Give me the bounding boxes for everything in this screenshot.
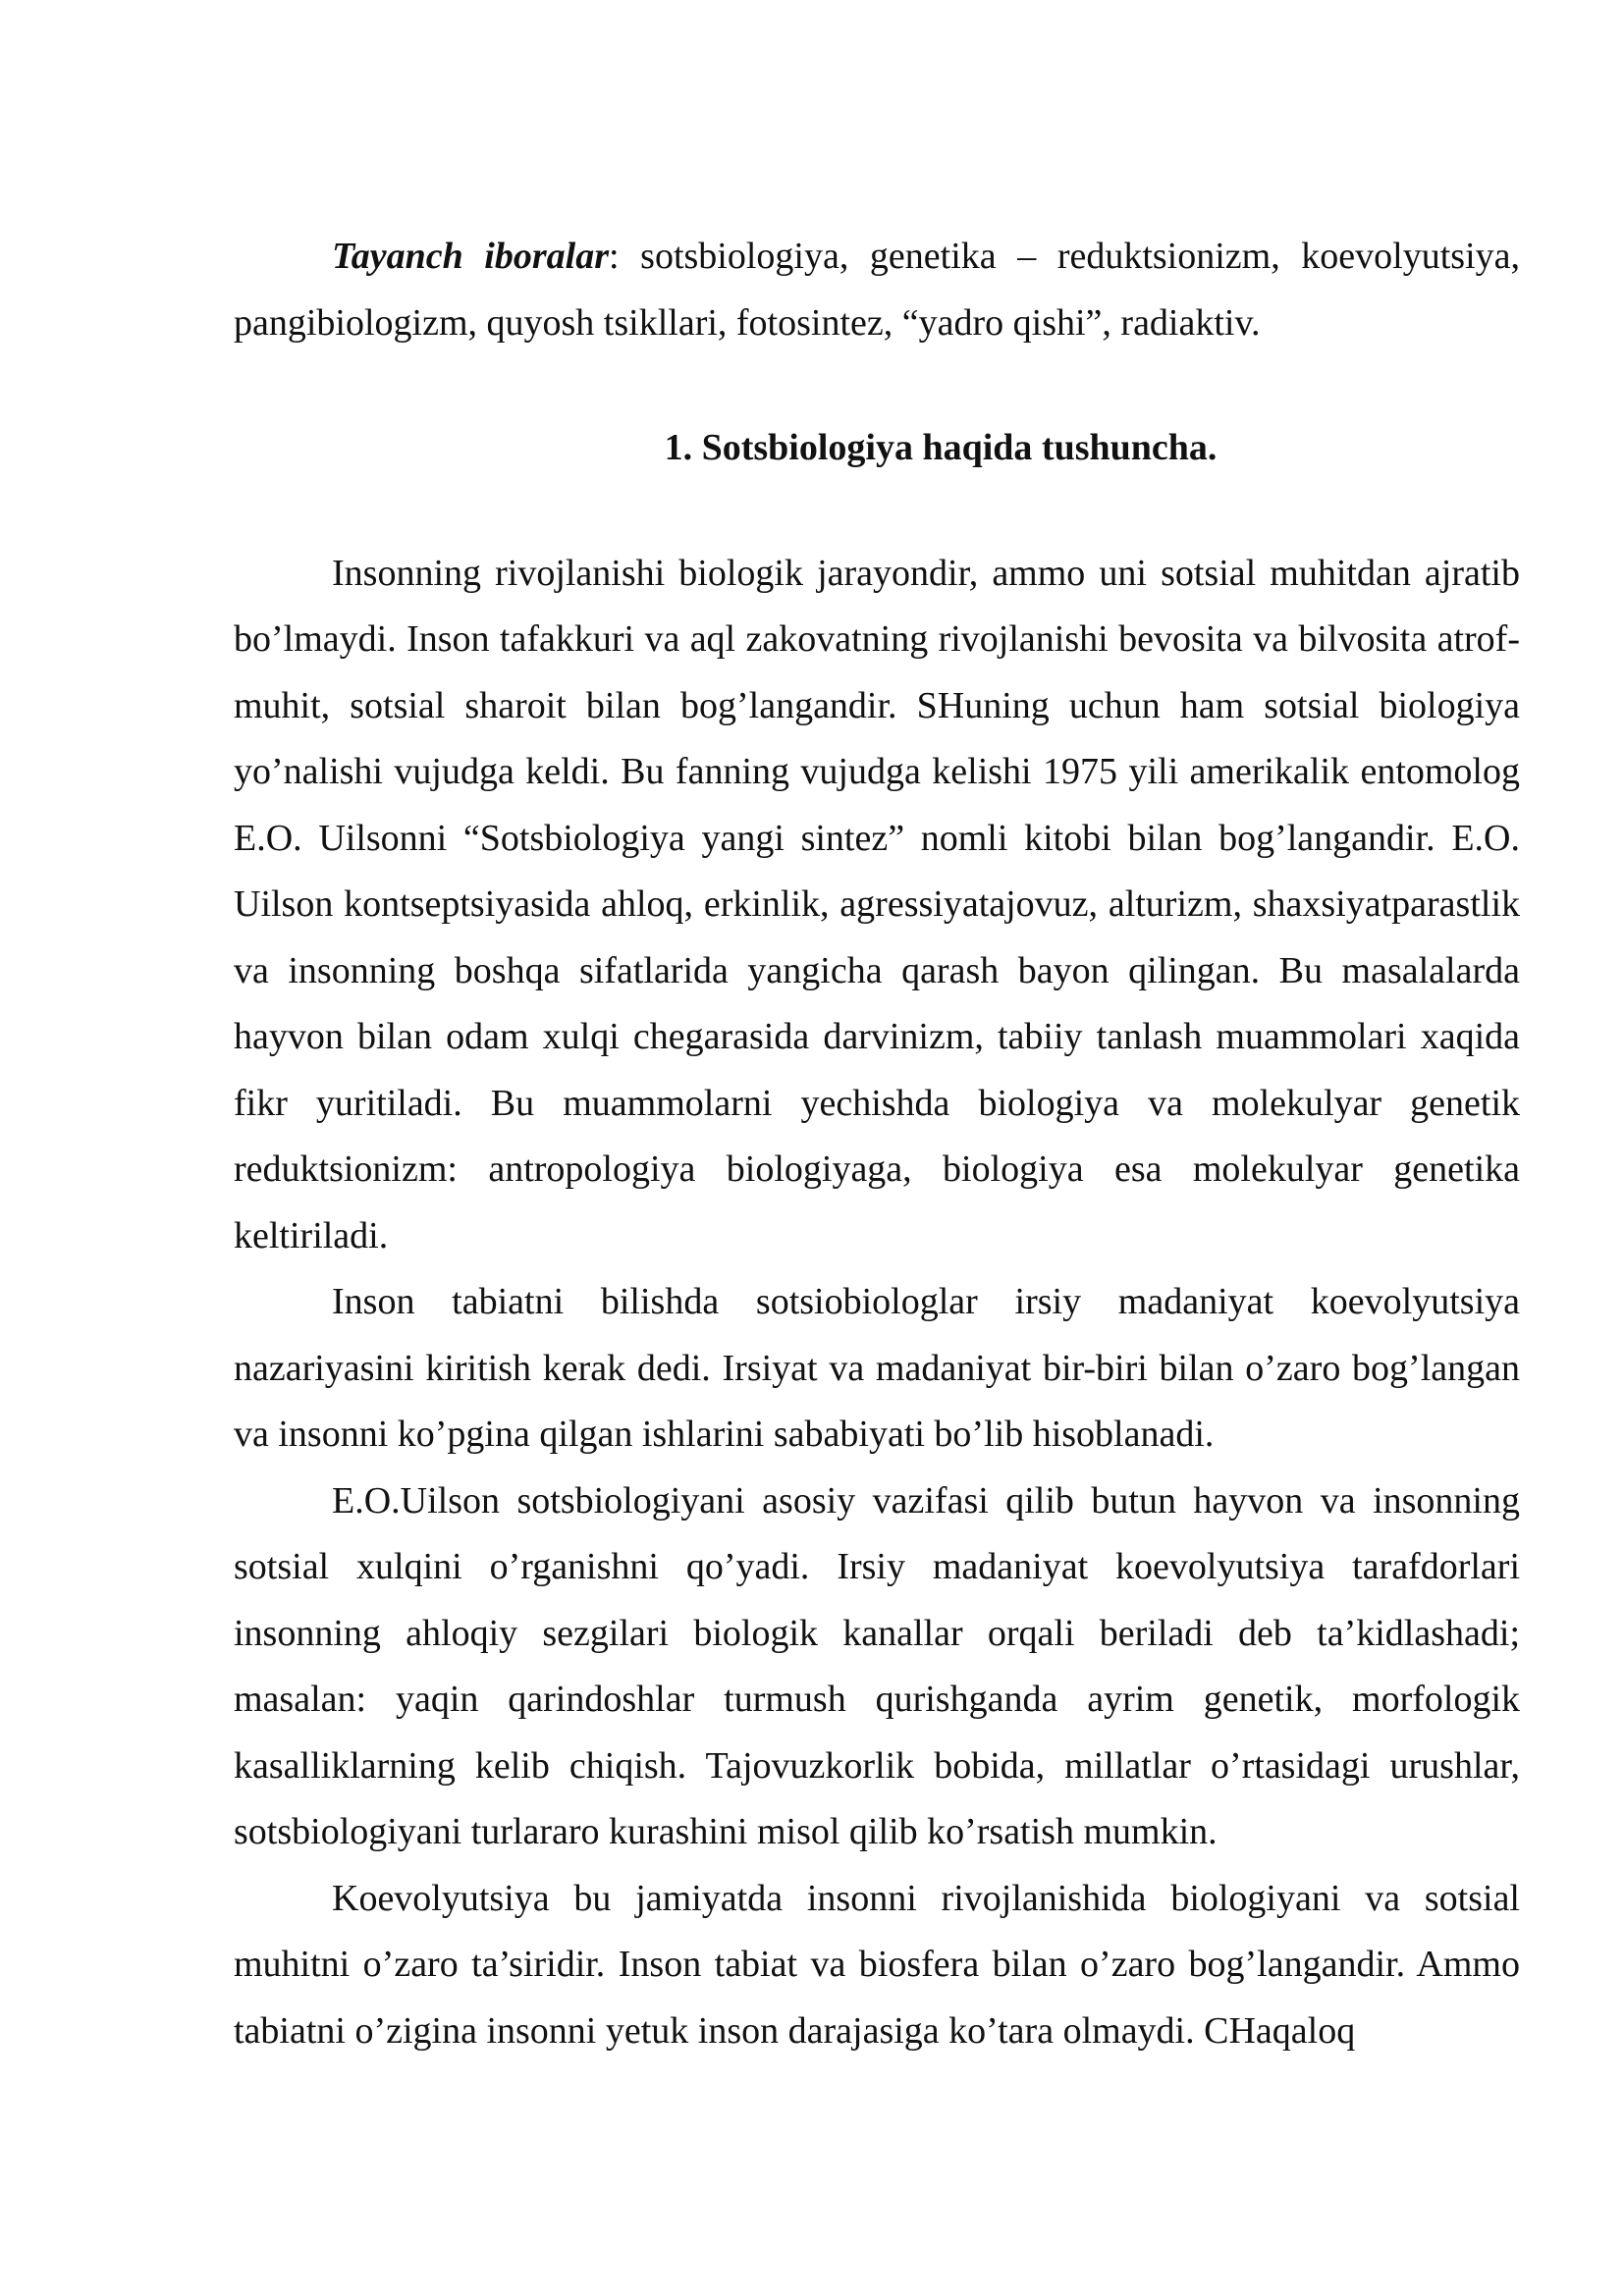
section-heading: 1. Sotsbiologiya haqida tushuncha. [664,427,1218,468]
keywords-paragraph [234,224,1520,356]
document-page [234,224,1520,2064]
body-paragraph: Inson tabiatni bilishda sotsiobiologlar irsiy madaniyat koevolyutsiya nazariyasini kiritish kerak dedi. Irsiyat va madaniyat bir-biri bilan o’zaro bog’langan va insonni ko’pgina qilgan ishlarini sababiyati bo’lib hisoblanadi. [234,1281,1520,1455]
body-paragraph: Koevolyutsiya bu jamiyatda insonni rivojlanishida biologiyani va sotsial muhitni o’zaro ta’siridir. Inson tabiat va biosfera bilan o’zaro bog’langandir. Ammo tabiatni o’zigina insonni yetuk inson darajasiga ko’tara olmaydi. CHaqaloq [234,1877,1520,2052]
keywords-text: : sotsbiologiya, genetika – reduktsionizm, koevolyutsiya, pangibiologizm, quyosh tsikllari, fotosintez, “yadro qishi”, radiaktiv. [234,236,1521,344]
body-paragraph: E.O.Uilson sotsbiologiyani asosiy vazifasi qilib butun hayvon va insonning sotsial xulqini o’rganishni qo’yadi. Irsiy madaniyat koevolyutsiya tarafdorlari insonning ahloqiy sezgilari biologik kanallar orqali beriladi deb ta’kidlashadi; masalan: yaqin qarindoshlar turmush qurishganda ayrim genetik, morfologik kasalliklarning kelib chiqish. Tajovuzkorlik bobida, millatlar o’rtasidagi urushlar, sotsbiologiyani turlararo kurashini misol qilib ko’rsatish mumkin. [234,1479,1520,1852]
keywords-label: Tayanch iboralar [332,236,610,277]
body-paragraph: Insonning rivojlanishi biologik jarayondir, ammo uni sotsial muhitdan ajratib bo’lmaydi. Inson tafakkuri va aql zakovatning rivojlanishi bevosita va bilvosita atrof-muhit, sotsial sharoit bilan bog’langandir. SHuning uchun ham sotsial biologiya yo’nalishi vujudga keldi. Bu fanning vujudga kelishi 1975 yili amerikalik entomolog E.O. Uilsonni “Sotsbiologiya yangi sintez” nomli kitobi bilan bog’langandir. E.O. Uilson kontseptsiyasida ahloq, erkinlik, agressiyatajovuz, alturizm, shaxsiyatparastlik va insonning boshqa sifatlarida yangicha qarash bayon qilingan. Bu masalalarda hayvon bilan odam xulqi chegarasida darvinizm, tabiiy tanlash muammolari xaqida fikr yuritiladi. Bu muammolarni yechishda biologiya va molekulyar genetik reduktsionizm: antropologiya biologiyaga, biologiya esa molekulyar genetika keltiriladi. [234,552,1520,1256]
